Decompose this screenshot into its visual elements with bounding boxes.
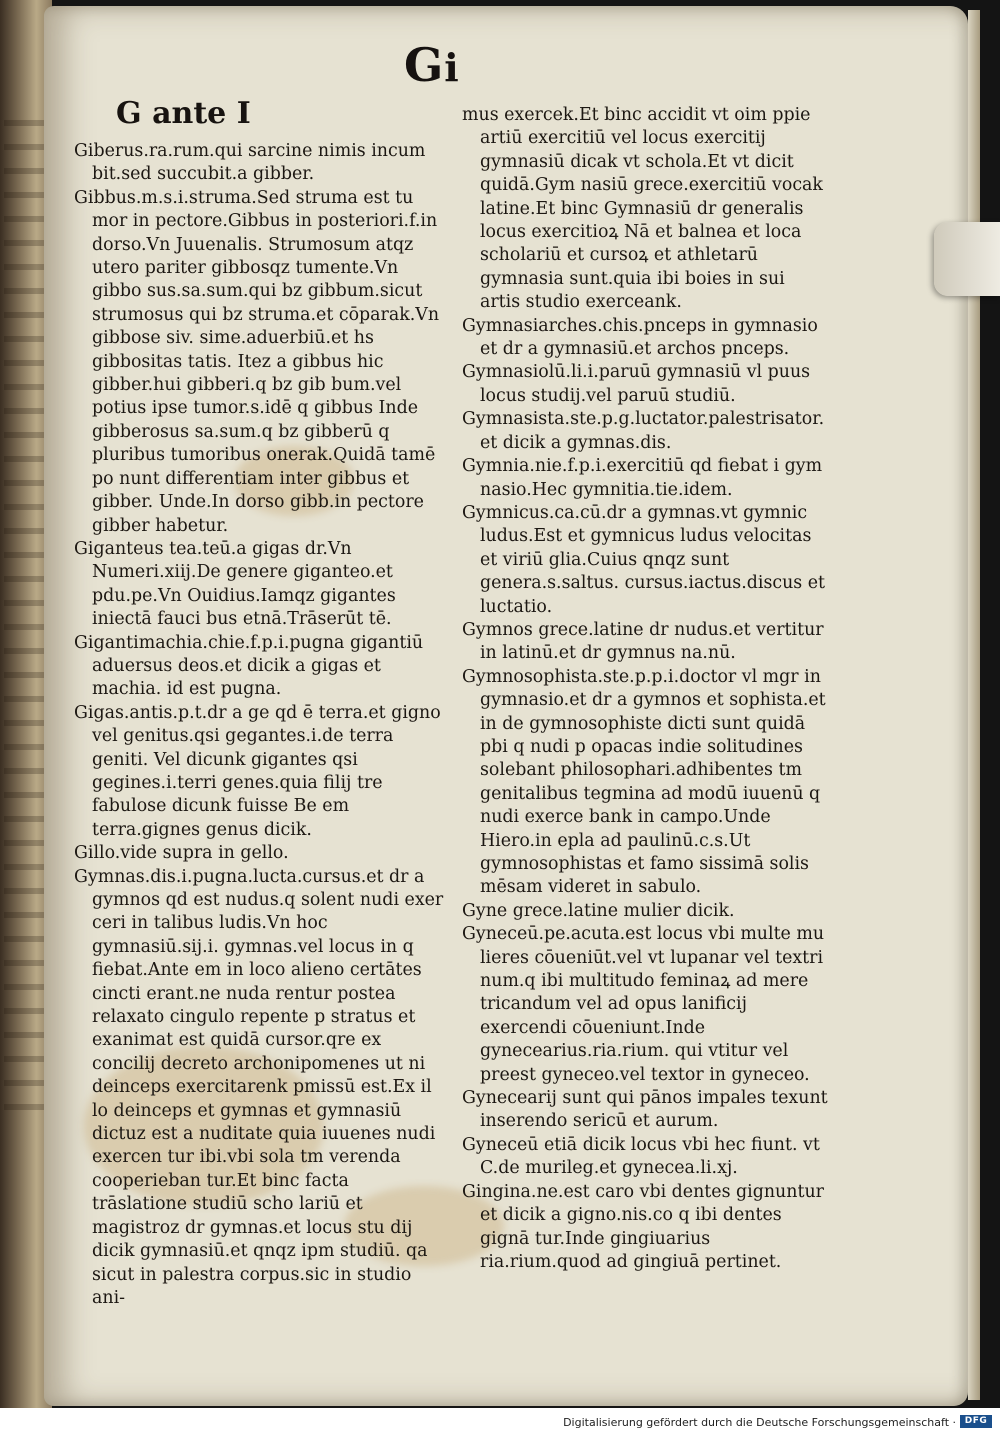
dictionary-entry: Gingina.ne.est caro vbi dentes gignuntur et dicik a gigno.nis.co q ibi dentes gignā tur.Inde gingiuarius ria.rium.quod ad gingiuā pertinet. bbox=[462, 1181, 824, 1272]
dictionary-entry: Gymnia.nie.f.p.i.exercitiū qd fiebat i gym nasio.Hec gymnitia.tie.idem. bbox=[462, 456, 823, 500]
dictionary-entry: Gymnasiolū.li.i.paruū gymnasiū vl puus locus studij.vel paruū studiū. bbox=[462, 362, 811, 406]
right-column bbox=[462, 104, 828, 1274]
page-clip bbox=[934, 222, 1000, 296]
page-fore-edge bbox=[968, 10, 980, 1400]
section-heading: G ante I bbox=[116, 96, 251, 131]
dictionary-entry: Gymnicus.ca.cū.dr a gymnas.vt gymnic ludus.Est et gymnicus ludus velocitas et viriū glia.Cuius qnqz sunt genera.s.saltus. cursus.iactus.discus et luctatio. bbox=[462, 502, 826, 617]
dictionary-entry: Gyneceū.pe.acuta.est locus vbi multe mu lieres cōueniūt.vel vt lupanar vel textri num.q ibi multitudo feminaꝝ ad mere tricandum vel ad opus lanificij exercendi cōueniunt.Inde gynecearius.ria.rium. qui vtitur vel preest gyneceo.vel textor in gyneceo. bbox=[462, 924, 825, 1085]
dictionary-entry: Gymnos grece.latine dr nudus.et vertitur in latinū.et dr gymnus na.nū. bbox=[462, 619, 824, 664]
dictionary-entry: Gymnas.dis.i.pugna.lucta.cursus.et dr a gymnos qd est nudus.q solent nudi exer ceri in talibus ludis.Vn hoc gymnasiū.sij.i. gymnas.vel locus in q fiebat.Ante em in loco alieno certātes cincti erant.ne nuda rentur postea relaxato cingulo repente p stratus et exanimat est quidā cursor.qre ex concilij decreto archonipomenes ut ni deinceps exercitarenk pmissū est.Ex il lo deinceps et gymnas et gymnasiū dictuz est a nuditate quia iuuenes nudi exercen tur ibi.vbi sola tm verenda cooperieban tur.Et binc facta trāslatione studiū scho lariū et magistroz dr gymnas.et locus stu dij dicik gymnasiū.et qnqz ipm studiū. qa sicut in palestra corpus.sic in studio ani- bbox=[74, 866, 444, 1308]
dictionary-entry: mus exercek.Et binc accidit vt oim ppie artiū exercitiū vel locus exercitij gymnasiū dicak vt schola.Et vt dicit quidā.Gym nasiū grece.exercitiū vocak latine.Et binc Gymnasiū dr generalis locus exercitioꝝ Nā et balnea et loca scholariū et cursoꝝ et athletarū gymnasia sunt.quia ibi boies in sui artis studio exerceank. bbox=[462, 105, 823, 313]
footer-bar bbox=[0, 1408, 1000, 1434]
funding-credit: Digitalisierung gefördert durch die Deutsche Forschungsgemeinschaft · bbox=[563, 1416, 956, 1429]
dictionary-entry: Gillo.vide supra in gello. bbox=[74, 843, 289, 864]
dictionary-entry: Gigas.antis.p.t.dr a ge qd ē terra.et gigno vel genitus.qsi gegantes.i.de terra geniti. Vel dicunk gigantes qsi gegines.i.terri genes.quia filij tre fabulose dicunk fuisse Be em terra.gignes genus dicik. bbox=[74, 702, 441, 840]
dictionary-entry: Gibbus.m.s.i.struma.Sed struma est tu mor in pectore.Gibbus in posteriori.f.in dorso.Vn Juuenalis. Strumosum atqz utero pariter gibbosqz tumente.Vn gibbo sus.sa.sum.qui bz gibbum.sicut strumosus qui bz struma.et cōparak.Vn gibbose siv. sime.aduerbiū.et hs gibbositas tatis. Itez a gibbus hic gibber.hui gibberi.q bz gib bum.vel potius ipse tumor.s.idē q gibbus Inde gibberosus sa.sum.q bz gibberū q pluribus tumoribus onerak.Quidā tamē po nunt differentiam inter gibbus et gibber. Unde.In dorso gibb.in pectore gibber habetur. bbox=[74, 187, 440, 536]
previous-page-text-bleed bbox=[4, 120, 48, 1120]
dictionary-entry: Gigantimachia.chie.f.p.i.pugna gigantiū aduersus deos.et dicik a gigas et machia. id est pugna. bbox=[74, 632, 424, 700]
dfg-logo[interactable]: DFG bbox=[960, 1415, 992, 1428]
dictionary-entry: Gymnasista.ste.p.g.luctator.palestrisator. et dicik a gymnas.dis. bbox=[462, 409, 825, 453]
dictionary-entry: Gynecearij sunt qui pānos impales texunt inserendo sericū et aurum. bbox=[462, 1088, 828, 1132]
dictionary-entry: Giganteus tea.teū.a gigas dr.Vn Numeri.xiij.De genere giganteo.et pdu.pe.Vn Ouidius.Iamqz gigantes iniectā fauci bus etnā.Trāserūt tē. bbox=[74, 538, 396, 630]
dictionary-entry: Gyne grece.latine mulier dicik. bbox=[462, 900, 735, 921]
left-column bbox=[74, 140, 446, 1310]
page-header: Gi bbox=[404, 38, 460, 92]
dictionary-entry: Gymnasiarches.chis.pnceps in gymnasio et dr a gymnasiū.et archos pnceps. bbox=[462, 315, 818, 360]
dictionary-entry: Giberus.ra.rum.qui sarcine nimis incum bit.sed succubit.a gibber. bbox=[74, 141, 426, 185]
dictionary-entry: Gyneceū etiā dicik locus vbi hec fiunt. vt C.de murileg.et gynecea.li.xj. bbox=[462, 1134, 820, 1179]
dictionary-entry: Gymnosophista.ste.p.p.i.doctor vl mgr in gymnasio.et dr a gymnos et sophista.et in de gymnosophiste dicti sunt quidā pbi q nudi p opacas indie solitudines solebant philosophari.adhibentes tm genitalibus tegmina ad modū iuuenū q nudi exerce bank in campo.Unde Hiero.in epla ad paulinū.c.s.Ut gymnosophistas et famo sissimā solis mēsam videret in sabulo. bbox=[462, 666, 826, 898]
